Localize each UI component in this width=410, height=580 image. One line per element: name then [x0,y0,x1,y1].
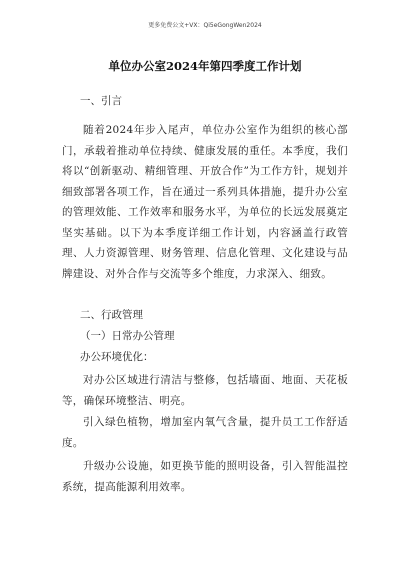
environment-paragraph-2: 引入绿色植物，增加室内氧气含量，提升员工工作舒适度。 [62,416,348,449]
subsection-heading-daily: （一）日常办公管理 [80,330,175,342]
item-heading-environment: 办公环境优化： [80,351,154,363]
document-title: 单位办公室2024年第四季度工作计划 [108,59,302,73]
section-heading-intro: 一、引言 [80,95,122,107]
environment-paragraph-3: 升级办公设施，如更换节能的照明设备，引入智能温控系统，提高能源利用效率。 [62,460,348,493]
header-note: 更多免费公文+VX：Qi5eGongWen2024 [148,22,262,29]
intro-paragraph: 随着2024年步入尾声，单位办公室作为组织的核心部门，承载着推动单位持续、健康发展的重任。本季度，我们将以“创新驱动、精细管理、开放合作”为工作方针，规划并细致部署各项工作，旨在通过一系列具体措施，提升办公室的管理效能、工作效率和服务水平，为单位的长远发展奠定坚实基础。以下为本季度详细工作计划，内容涵盖行政管理、人力资源管理、财务管理、信息化管理、文化建设与品牌建设、对外合作与交流等多个维度，力求深入、细致。 [62,124,348,280]
environment-paragraph-1: 对办公区域进行清洁与整修，包括墙面、地面、天花板等，确保环境整洁、明亮。 [62,374,348,407]
section-heading-admin: 二、行政管理 [80,309,143,321]
